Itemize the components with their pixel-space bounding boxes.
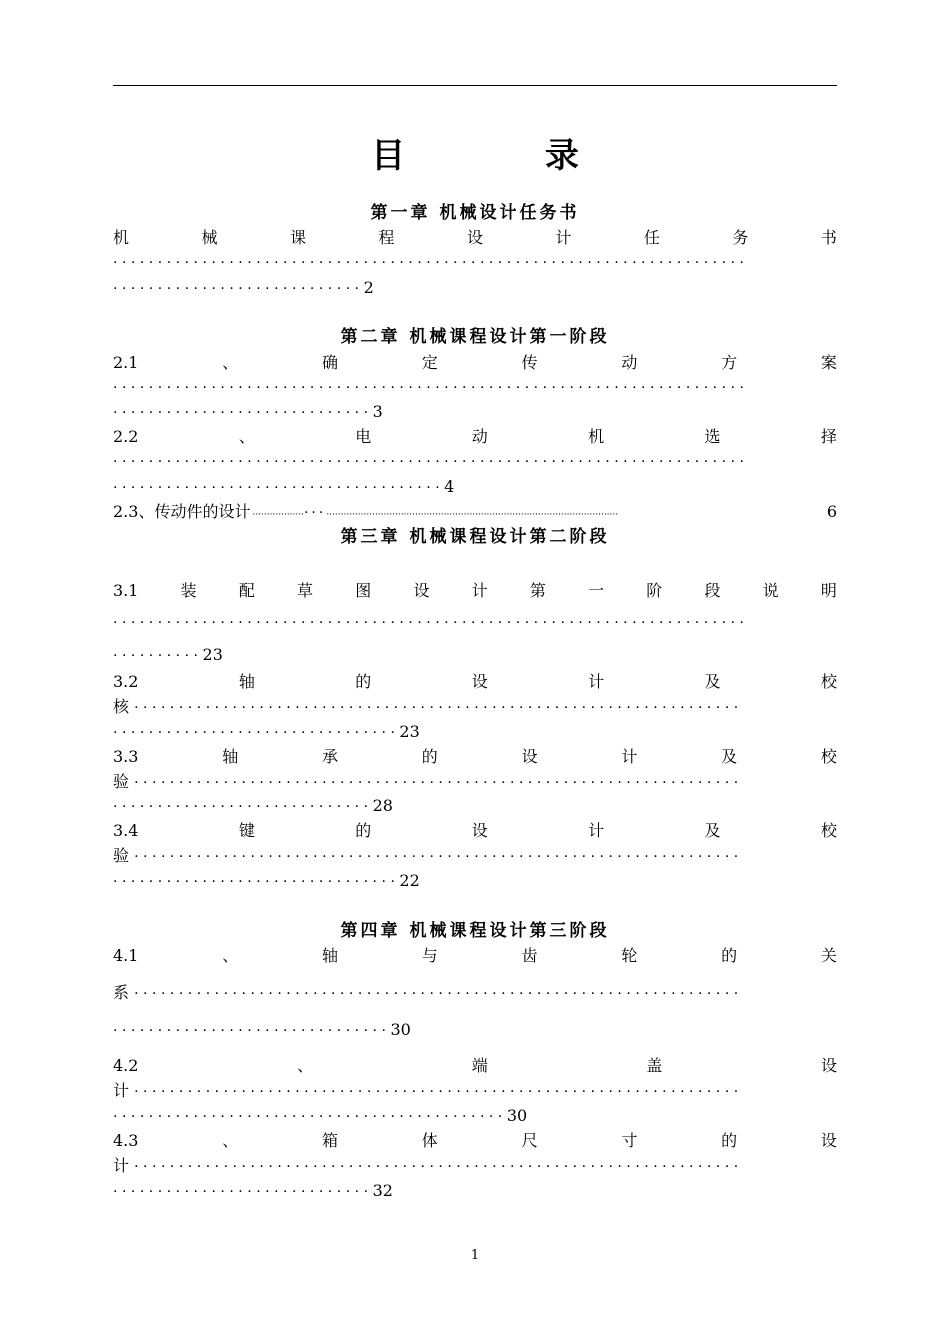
toc-page-number: 4	[444, 477, 455, 496]
toc-text: 程	[378, 228, 395, 247]
toc-text: 计	[113, 1156, 130, 1175]
toc-text: 配	[238, 581, 255, 600]
toc-entry-3-1-line3: ··········23	[113, 645, 223, 664]
toc-entry-4-3-line3: ·····························32	[113, 1181, 393, 1200]
toc-page-number: 23	[202, 645, 223, 664]
toc-text: 设	[413, 581, 430, 600]
toc-text: 动	[621, 353, 638, 372]
toc-text: 电	[355, 427, 372, 446]
toc-text: 图	[355, 581, 372, 600]
toc-entry-3-3-line3: ·····························28	[113, 796, 393, 815]
toc-text: 阶	[646, 581, 663, 600]
toc-text: 的	[355, 672, 372, 691]
toc-text: 3.2	[113, 672, 139, 691]
toc-text: 的	[721, 1131, 738, 1150]
toc-text: 计	[588, 821, 605, 840]
toc-text: 装	[180, 581, 197, 600]
toc-entry-2-1-line1[interactable]	[113, 352, 837, 374]
toc-text: 关	[820, 946, 837, 965]
toc-text: 一	[588, 581, 605, 600]
toc-entry-4-3-line1[interactable]	[113, 1130, 837, 1152]
toc-text: 、	[297, 1056, 314, 1075]
toc-entry-1-line3: ····························2	[113, 278, 374, 297]
toc-page-number: 2	[363, 278, 374, 297]
toc-text: 与	[421, 946, 438, 965]
toc-text: 选	[704, 427, 721, 446]
toc-text: 计	[471, 581, 488, 600]
toc-text: 2.2	[113, 427, 139, 446]
toc-text: 计	[621, 747, 638, 766]
toc-text: 课	[289, 228, 306, 247]
toc-text: 2.1	[113, 353, 139, 372]
toc-text: 书	[820, 228, 837, 247]
toc-entry-3-3-line1[interactable]	[113, 746, 837, 768]
toc-text: 设	[820, 1056, 837, 1075]
toc-text: 校	[820, 747, 837, 766]
toc-text: 的	[421, 747, 438, 766]
toc-text: 3.4	[113, 821, 139, 840]
toc-text: 设	[471, 672, 488, 691]
toc-text: 及	[704, 821, 721, 840]
dot-leader: ·······································································	[113, 615, 749, 631]
toc-text: 及	[704, 672, 721, 691]
toc-entry-3-4-line3: ································22	[113, 871, 420, 890]
toc-entry-3-1-line1[interactable]	[113, 580, 837, 602]
toc-text: 设	[820, 1131, 837, 1150]
dot-leader: ·······································································	[113, 255, 749, 271]
toc-text: 端	[471, 1056, 488, 1075]
toc-entry-4-2-line3: ············································30	[113, 1106, 528, 1125]
toc-entry-3-3-line2: 验 ····································································	[113, 772, 743, 791]
toc-text: 草	[297, 581, 314, 600]
toc-text: 确	[322, 353, 339, 372]
toc-text: 设	[471, 821, 488, 840]
toc-text: 、	[222, 946, 239, 965]
toc-entry-4-1-line2: 系 ····································································	[113, 983, 743, 1002]
toc-text: 验	[113, 772, 130, 791]
toc-text: 3.3	[113, 747, 139, 766]
toc-text: 说	[762, 581, 779, 600]
chapter-heading-1: 第一章 机械设计任务书	[370, 203, 580, 223]
toc-entry-4-2-line1[interactable]	[113, 1055, 837, 1077]
toc-text: 尺	[521, 1131, 538, 1150]
toc-text: 计	[588, 672, 605, 691]
toc-text: 、	[222, 1131, 239, 1150]
toc-text: 计	[113, 1081, 130, 1100]
toc-text: 传	[521, 353, 538, 372]
toc-page-number: 3	[372, 402, 383, 421]
toc-entry-3-2-line2: 核 ····································································	[113, 697, 743, 716]
toc-text: 系	[113, 983, 130, 1002]
toc-entry-3-4-line1[interactable]	[113, 820, 837, 842]
toc-text: 轴	[322, 946, 339, 965]
toc-entry-2-2-line1[interactable]	[113, 426, 837, 448]
toc-text: 盖	[646, 1056, 663, 1075]
toc-text: 校	[820, 672, 837, 691]
toc-entry-4-1-line3: ·······························30	[113, 1020, 411, 1039]
toc-text: 设	[521, 747, 538, 766]
chapter-heading-2: 第二章 机械课程设计第一阶段	[340, 327, 610, 347]
toc-text: 务	[732, 228, 749, 247]
toc-entry-2-2-line3: ·····································4	[113, 477, 455, 496]
toc-page-number: 23	[399, 722, 420, 741]
toc-text: 方	[721, 353, 738, 372]
toc-text: 轮	[621, 946, 638, 965]
toc-text: 、	[222, 353, 239, 372]
toc-entry-3-2-line1[interactable]	[113, 671, 837, 693]
chapter-heading-4: 第四章 机械课程设计第三阶段	[340, 921, 610, 941]
toc-text: 动	[471, 427, 488, 446]
toc-text: 体	[421, 1131, 438, 1150]
toc-text: 轴	[222, 747, 239, 766]
toc-text: 轴	[238, 672, 255, 691]
toc-text: 定	[421, 353, 438, 372]
toc-entry-3-4-line2: 验 ····································································	[113, 846, 743, 865]
toc-text: 计	[555, 228, 572, 247]
toc-entry-4-1-line1[interactable]	[113, 945, 837, 967]
toc-page-number: 22	[399, 871, 420, 890]
page-number: 1	[470, 1248, 480, 1263]
header-rule	[113, 85, 837, 86]
toc-text: 箱	[322, 1131, 339, 1150]
toc-text: 齿	[521, 946, 538, 965]
toc-entry-1-line1[interactable]	[113, 227, 837, 249]
toc-text: 机	[113, 228, 130, 247]
chapter-heading-3: 第三章 机械课程设计第二阶段	[340, 527, 610, 547]
toc-entry-4-3-line2: 计 ····································································	[113, 1156, 743, 1175]
toc-text: 任	[643, 228, 660, 247]
toc-text: 择	[820, 427, 837, 446]
toc-text: 设	[466, 228, 483, 247]
toc-text: 承	[322, 747, 339, 766]
toc-text: 的	[355, 821, 372, 840]
toc-text: 4.2	[113, 1056, 139, 1075]
toc-page-number: 30	[390, 1020, 411, 1039]
toc-text: 键	[238, 821, 255, 840]
toc-entry-4-2-line2: 计 ····································································	[113, 1081, 743, 1100]
toc-entry-3-2-line3: ································23	[113, 722, 420, 741]
toc-text: 寸	[621, 1131, 638, 1150]
toc-text: 核	[113, 697, 130, 716]
toc-text: 、	[238, 427, 255, 446]
toc-text: 段	[704, 581, 721, 600]
toc-text: 校	[820, 821, 837, 840]
toc-entry-2-1-line3: ·····························3	[113, 402, 383, 421]
toc-text: 明	[820, 581, 837, 600]
dot-leader: ·······································································	[113, 380, 749, 396]
page-title: 目 录	[371, 136, 643, 176]
toc-text: 机	[588, 427, 605, 446]
toc-text: 第	[529, 581, 546, 600]
toc-text: 械	[201, 228, 218, 247]
toc-text: 2.3、传动件的设计	[113, 502, 251, 521]
toc-text: 3.1	[113, 581, 139, 600]
toc-page-number: 6	[826, 502, 837, 521]
toc-page-number: 32	[372, 1181, 393, 1200]
toc-page-number: 30	[506, 1106, 528, 1125]
dot-leader: ···························································································································	[252, 505, 619, 521]
toc-text: 的	[721, 946, 738, 965]
toc-text: 4.1	[113, 946, 139, 965]
toc-text: 验	[113, 846, 130, 865]
toc-page-number: 28	[372, 796, 393, 815]
toc-text: 及	[721, 747, 738, 766]
toc-text: 4.3	[113, 1131, 139, 1150]
dot-leader: ·······································································	[113, 454, 749, 470]
toc-text: 案	[820, 353, 837, 372]
